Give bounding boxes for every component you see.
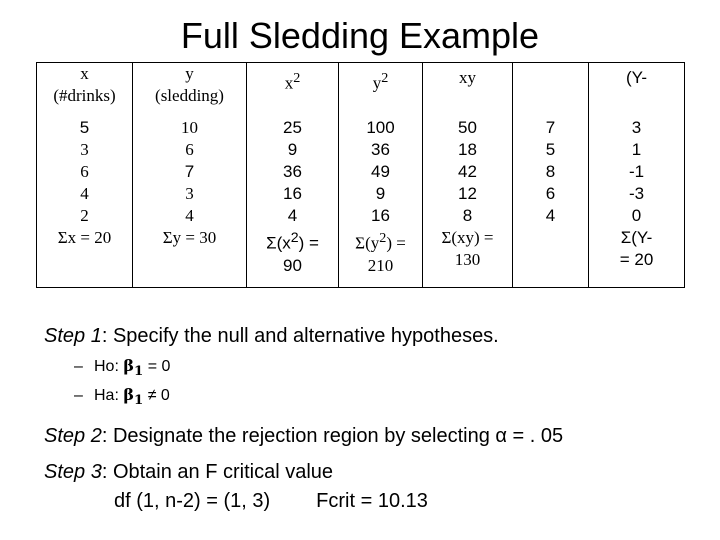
cell-x-squared: 9 — [247, 139, 339, 161]
cell-x-squared: 36 — [247, 161, 339, 183]
cell-xy: 50 — [423, 117, 513, 139]
cell-col6: 7 — [513, 117, 589, 139]
sum-y: Σy = 30 — [133, 227, 247, 288]
cell-x-squared: 16 — [247, 183, 339, 205]
sum-x: Σx = 20 — [37, 227, 133, 288]
table-row — [37, 117, 685, 139]
step-3-label: Step 3 — [44, 461, 102, 484]
cell-col6: 5 — [513, 139, 589, 161]
cell-col7: -1 — [589, 161, 685, 183]
cell-col7: 3 — [589, 117, 685, 139]
df-text: df (1, n-2) = (1, 3) — [114, 490, 271, 513]
sum-residual: Σ(Y- = 20 — [589, 227, 685, 288]
sum-xy: Σ(xy) = 130 — [423, 227, 513, 288]
cell-y-squared: 16 — [339, 205, 423, 227]
cell-y: 3 — [133, 183, 247, 205]
header-blank — [513, 63, 589, 118]
header-x: x (#drinks) — [37, 63, 133, 118]
header-row — [37, 63, 685, 118]
cell-xy: 18 — [423, 139, 513, 161]
alternative-hypothesis: – Ha: $\beta_1 \ne 0$ — [74, 385, 170, 409]
step-1 — [44, 322, 704, 350]
table-row — [37, 205, 685, 227]
table-row — [37, 161, 685, 183]
sledding-data-table — [36, 62, 685, 288]
step-2-text: : Designate the rejection region by selecting α = . 05 — [101, 425, 564, 448]
fcrit-text: Fcrit = 10.13 — [316, 490, 428, 513]
step-2-label: Step 2 — [44, 425, 102, 448]
cell-x: 3 — [37, 139, 133, 161]
cell-col7: 1 — [589, 139, 685, 161]
null-hypothesis: – Ho: $\beta_1 = 0$ — [74, 356, 171, 380]
cell-col7: 0 — [589, 205, 685, 227]
cell-y-squared: 9 — [339, 183, 423, 205]
step-3-text: : Obtain an F critical value — [101, 461, 334, 484]
table-row — [37, 183, 685, 205]
header-x-squared: $x^2$ — [247, 63, 339, 118]
cell-xy: 42 — [423, 161, 513, 183]
cell-col6: 6 — [513, 183, 589, 205]
cell-xy: 12 — [423, 183, 513, 205]
cell-x: 5 — [37, 117, 133, 139]
sum-x-squared: $\Sigma(x^2)$ = 90 — [247, 227, 339, 288]
cell-y: 7 — [133, 161, 247, 183]
cell-col7: -3 — [589, 183, 685, 205]
sum-row — [37, 227, 685, 288]
cell-x-squared: 4 — [247, 205, 339, 227]
sum-y-squared: $\Sigma(y^2)$ = 210 — [339, 227, 423, 288]
cell-y-squared: 36 — [339, 139, 423, 161]
cell-x-squared: 25 — [247, 117, 339, 139]
steps-section — [44, 322, 704, 516]
cell-col6: 8 — [513, 161, 589, 183]
step-2 — [44, 422, 704, 450]
cell-x: 4 — [37, 183, 133, 205]
header-y: y (sledding) — [133, 63, 247, 118]
cell-xy: 8 — [423, 205, 513, 227]
table-row — [37, 139, 685, 161]
header-residual: (Y- — [589, 63, 685, 118]
step-1-text: : Specify the null and alternative hypotheses. — [101, 325, 499, 347]
step-3 — [44, 458, 704, 486]
cell-col6: 4 — [513, 205, 589, 227]
header-y-squared: $y^2$ — [339, 63, 423, 118]
cell-y: 6 — [133, 139, 247, 161]
cell-y-squared: 100 — [339, 117, 423, 139]
df-line — [114, 486, 704, 516]
slide-title: Full Sledding Example — [180, 15, 540, 56]
sum-blank — [513, 227, 589, 288]
cell-x: 2 — [37, 205, 133, 227]
cell-y: 4 — [133, 205, 247, 227]
cell-y-squared: 49 — [339, 161, 423, 183]
step-1-label: Step 1 — [44, 325, 102, 347]
cell-y: 10 — [133, 117, 247, 139]
cell-x: 6 — [37, 161, 133, 183]
header-xy: xy — [423, 63, 513, 118]
